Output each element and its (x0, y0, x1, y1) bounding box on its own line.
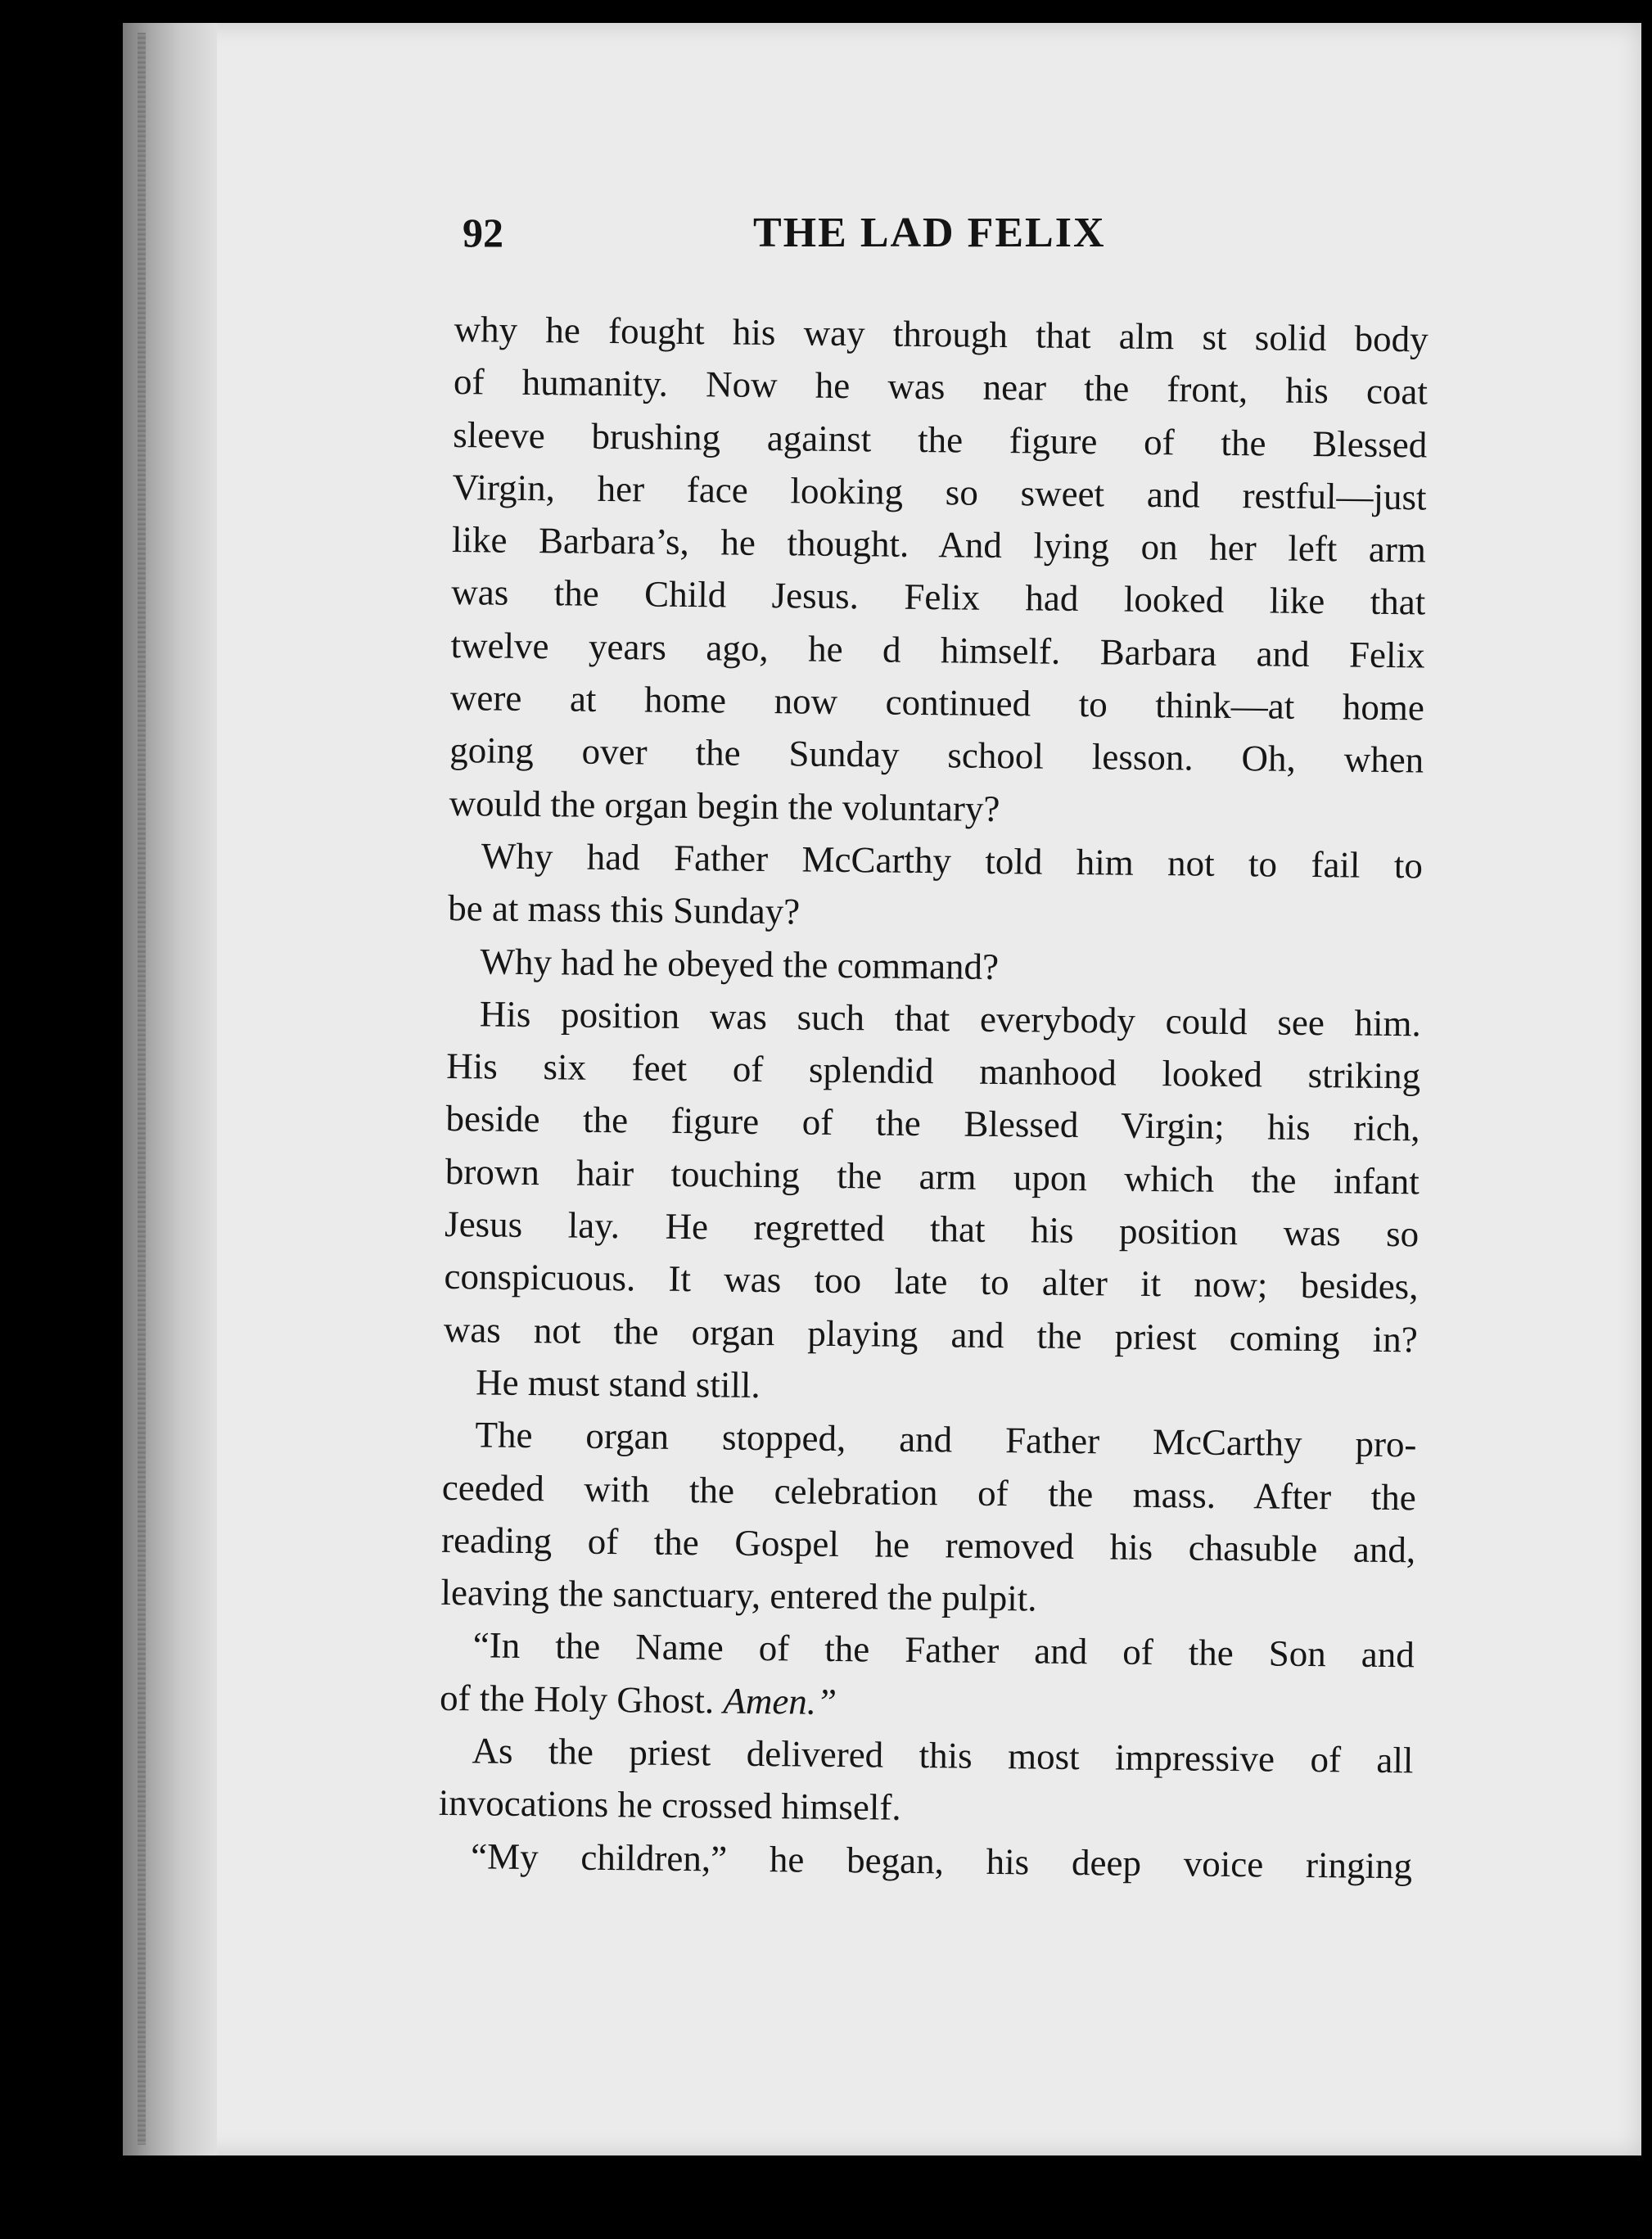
text-line-content: leaving the sanctuary, entered the pulpit. (440, 1572, 1037, 1619)
text-line-content: invocations he crossed himself. (438, 1782, 901, 1829)
text-line (444, 1250, 1419, 1313)
body-text (438, 303, 1429, 1892)
text-line-content: reading of the Gospel he removed his chasuble and, (440, 1519, 1416, 1571)
page-number: 92 (463, 210, 503, 255)
text-line (453, 409, 1428, 472)
text-line-content: were at home now continued to think—at home (449, 677, 1425, 729)
binding-edge (138, 33, 146, 2145)
text-line-content: beside the figure of the Blessed Virgin; his rich, (445, 1098, 1420, 1149)
text-line-content: of the Holy Ghost. (439, 1677, 715, 1722)
text-line-content: ceeded with the celebration of the mass. After the (441, 1466, 1417, 1518)
text-line-content: sleeve brushing against the figure of the Blessed (453, 413, 1428, 466)
text-line (442, 1460, 1417, 1524)
running-title: THE LAD FELIX (753, 210, 1106, 256)
text-line-content: was not the organ playing and the priest coming in? (443, 1308, 1419, 1361)
text-line-content: like Barbara’s, he thought. And lying on her left arm (451, 519, 1427, 571)
text-line-content: “In the Name of the Father and of the Son and (472, 1624, 1415, 1676)
text-line-content: Jesus lay. He regretted that his position was so (444, 1203, 1420, 1255)
text-line-content: He must stand still. (475, 1361, 761, 1406)
text-line-content: going over the Sunday school lesson. Oh, when (449, 729, 1424, 781)
text-line-content: His six feet of splendid manhood looked striking (445, 1045, 1421, 1097)
text-line-content: why he fought his way through that alm st solid body (454, 308, 1429, 360)
text-line (451, 566, 1426, 629)
text-line-content: Virgin, her face looking so sweet and restful—just (452, 466, 1427, 518)
text-line-content: Why had he obeyed the command? (480, 940, 1000, 987)
text-line-content: As the priest delivered this most impressive of all (472, 1730, 1414, 1781)
text-line (449, 724, 1424, 787)
text-line (447, 935, 1422, 998)
text-line-content: The organ stopped, and Father McCarthy pro- (475, 1414, 1417, 1465)
text-line-content: Why had Father McCarthy told him not to fail to (481, 835, 1424, 887)
text-line-content: would the organ begin the voluntary? (449, 782, 1000, 829)
text-line-content: was the Child Jesus. Felix had looked like that (451, 571, 1426, 623)
text-line (445, 1092, 1420, 1155)
page-header (463, 209, 1609, 266)
text-line (454, 355, 1429, 418)
text-line (448, 882, 1423, 945)
text-line-content: His position was such that everybody could see him. (479, 993, 1422, 1045)
text-line-content: of humanity. Now he was near the front, his coat (453, 361, 1429, 413)
text-line (440, 1618, 1415, 1682)
text-line-content: brown hair touching the arm upon which the infant (445, 1150, 1420, 1203)
text-line-content: twelve years ago, he d himself. Barbara and Felix (450, 624, 1425, 676)
text-line-content: be at mass this Sunday? (447, 887, 801, 932)
text-line (438, 1776, 1413, 1840)
text-line (438, 1830, 1413, 1893)
text-line-content: “My children,” he began, his deep voice ringing (470, 1835, 1413, 1886)
text-line-italic: Amen.” (723, 1680, 837, 1722)
text-line-content: conspicuous. It was too late to alter it now; besides, (444, 1256, 1419, 1307)
text-line (442, 1408, 1417, 1471)
